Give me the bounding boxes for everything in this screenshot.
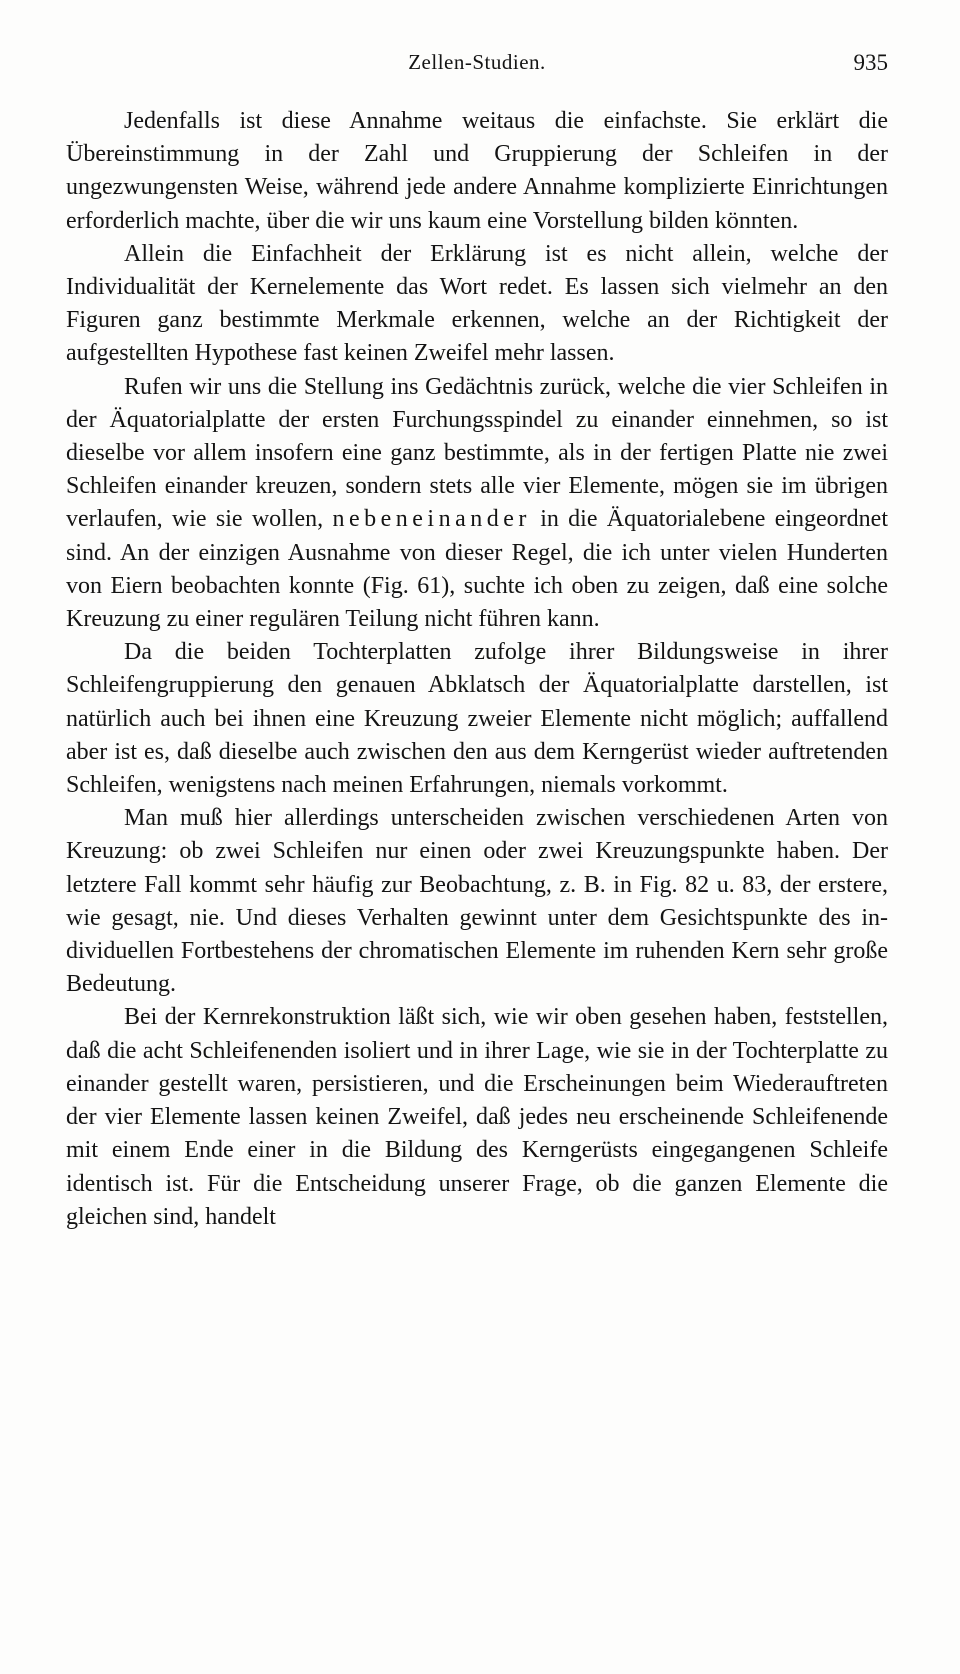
paragraph-3-text-before: Rufen wir uns die Stellung ins Gedächtnis zurück, welche die vier Schleifen in der Äquatorialplatte der ersten Furchungsspindel zu einander einnehmen, so ist dieselbe vor allem insofern eine ganz bestimmte, als in der fertigen Platte nie zwei Schleifen einander kreuzen, sondern stets alle vier Elemente, mögen sie im übrigen verlaufen, wie sie wollen, [66,373,888,533]
emphasized-word: nebeneinander [332,506,531,533]
body-text [66,105,888,1234]
paragraph-4: Da die beiden Tochterplatten zufolge ihrer Bildungsweise in ihrer Schleifengruppierung den genauen Abklatsch der Äquatorialplatte darstellen, ist natürlich auch bei ihnen eine Kreuzung zweier Elemente nicht möglich; auffallend aber ist es, daß dieselbe auch zwischen den aus dem Kerngerüst wieder auftretenden Schleifen, wenigstens nach meinen Erfahrungen, niemals vorkommt. [66,639,888,799]
page-header [66,50,888,86]
paragraph-1: Jedenfalls ist diese Annahme weitaus die einfachste. Sie erklärt die Übereinstimmung in der Zahl und Gruppierung der Schleifen in der ungezwungensten Weise, während jede andere Annahme komplizierte Einrichtungen erforderlich machte, über die wir uns kaum eine Vorstellung bilden könnten. [66,108,888,234]
paragraph-6: Bei der Kernrekonstruktion läßt sich, wie wir oben gesehen haben, feststellen, daß die acht Schleifenenden isoliert und in ihrer Lage, wie sie in der Tochterplatte zu einander gestellt waren, persistieren, und die Erscheinungen beim Wiederauftreten der vier Elemente lassen keinen Zweifel, daß jedes neu erscheinende Schleifenende mit einem Ende einer in die Bildung des Kerngerüsts eingegangenen Schleife identisch ist. Für die Entscheidung unserer Frage, ob die ganzen Elemente die gleichen sind, handelt [66,1004,888,1230]
page-number: 935 [853,50,888,75]
paragraph-3-text-after: in die Äquatorialebene eingeordnet sind. An der einzigen Ausnahme von dieser Regel, die ich unter vielen Hunderten von Eiern beobachten konnte (Fig. 61), suchte ich oben zu zeigen, daß eine solche Kreuzung zu einer regulären Teilung nicht führen kann. [66,506,888,633]
paragraph-2: Allein die Einfachheit der Erklärung ist es nicht allein, welche der Individualität der Kernelemente das Wort redet. Es lassen sich vielmehr an den Figuren ganz bestimmte Merkmale erkennen, welche an der Richtigkeit der aufgestellten Hypothese fast keinen Zweifel mehr lassen. [66,240,888,367]
paragraph-5: Man muß hier allerdings unterscheiden zwischen verschiedenen Arten von Kreuzung: ob zwei Schleifen nur einen oder zwei Kreuzungspunkte haben. Der letztere Fall kommt sehr häufig zur Beobachtung, z. B. in Fig. 82 u. 83, der erstere, wie gesagt, nie. Und dieses Verhalten gewinnt unter dem Gesichtspunkte des individuellen Fortbestehens der chromatischen Elemente im ruhenden Kern sehr große Bedeutung. [66,805,888,998]
paragraph-3 [66,371,888,637]
running-title: Zellen-Studien. [408,50,546,74]
